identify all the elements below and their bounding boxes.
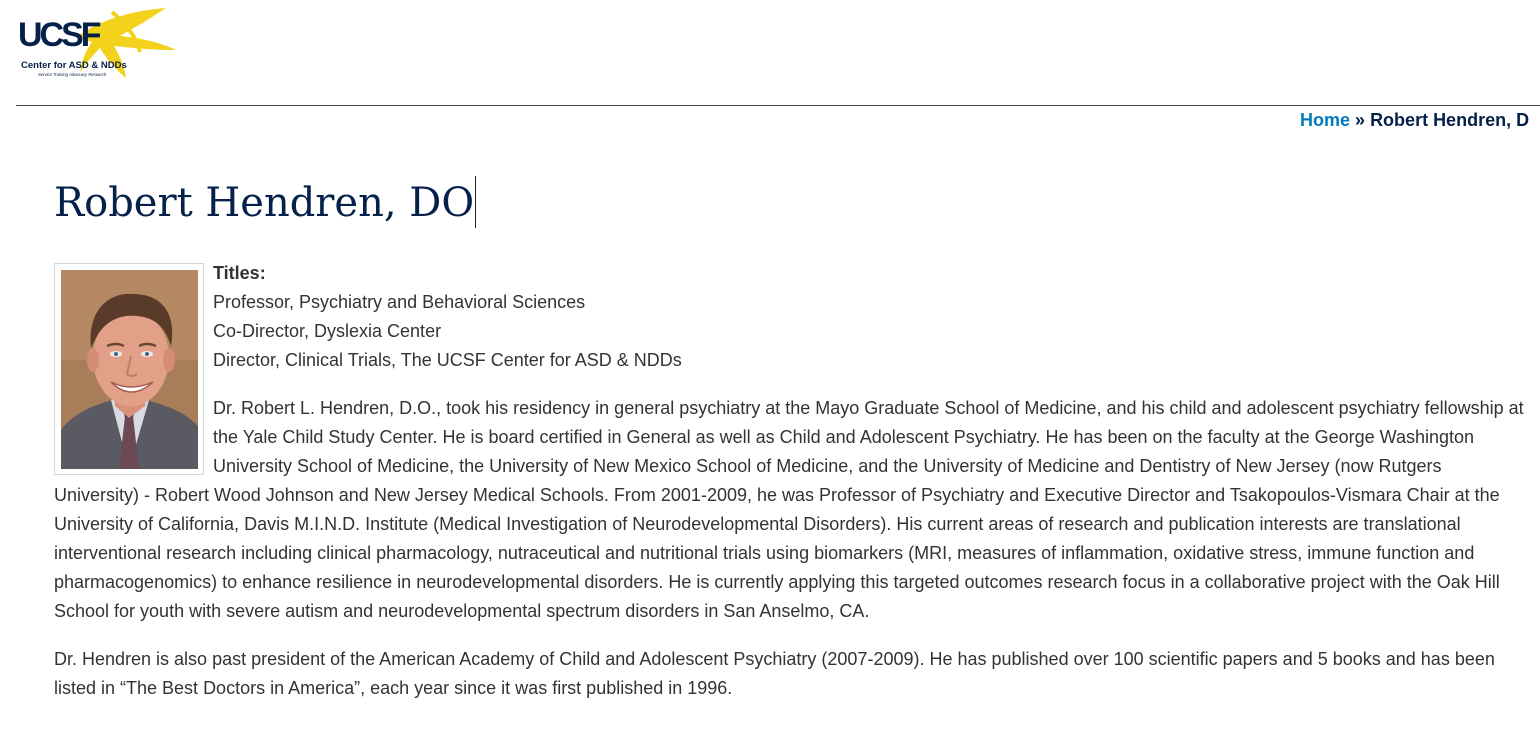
ucsf-logo-graphic [16, 6, 180, 82]
breadcrumb-current: Robert Hendren, D [1370, 110, 1530, 130]
title-item: Professor, Psychiatry and Behavioral Sciences [213, 292, 586, 312]
page-title [54, 174, 476, 232]
portrait-image [61, 270, 198, 469]
page-title-text: Robert Hendren, DO [54, 180, 475, 226]
bio-paragraph: Dr. Robert L. Hendren, D.O., took his residency in general psychiatry at the Mayo Graduate School of Medicine, and his child and adolescent psychiatry fellowship at the Yale Child Study Center. He is board certified in General as well as Child and Adolescent Psychiatry. He has been on the faculty at the George Washington University School of Medicine, the University of New Mexico School of Medicine, and the University of Medicine and Dentistry of New Jersey (now Rutgers University) - Robert Wood Johnson and New Jersey Medical Schools. From 2001-2009, he was Professor of Psychiatry and Executive Director and Tsakopoulos-Vismara Chair at the University of California, Davis M.I.N.D. Institute (Medical Investigation of Neurodevelopmental Disorders). His current areas of research and publication interests are translational interventional research including clinical pharmacology, nutraceutical and nutritional trials using biomarkers (MRI, measures of inflammation, oxidative stress, immune function and pharmacogenomics) to enhance resilience in neurodevelopmental disorders. He is currently applying this targeted outcomes research focus in a collaborative project with the Oak Hill School for youth with severe autism and neurodevelopmental spectrum disorders in San Anselmo, CA. [54, 398, 1524, 621]
bio-paragraph-2: Dr. Hendren is also past president of the American Academy of Child and Adolescent Psychiatry (2007-2009). He has published over 100 scientific papers and 5 books and has been listed in “The Best Doctors in America”, each year since it was first published in 1996. [54, 649, 1495, 698]
title-item: Director, Clinical Trials, The UCSF Center for ASD & NDDs [213, 350, 682, 370]
breadcrumb [1300, 108, 1529, 132]
text-cursor [475, 176, 476, 228]
ucsf-logo[interactable] [16, 6, 180, 82]
logo-center-name: Center for ASD & NDDs [21, 60, 127, 71]
profile-content [54, 259, 1524, 703]
breadcrumb-separator: » [1355, 110, 1366, 130]
title-item: Co-Director, Dyslexia Center [213, 321, 442, 341]
header-divider [16, 105, 1540, 106]
profile-photo [54, 263, 204, 475]
logo-wordmark: UCSF [18, 16, 99, 54]
titles-label: Titles: [213, 263, 266, 283]
logo-tagline: Service Training Advocacy Research [38, 72, 107, 77]
breadcrumb-home-link[interactable]: Home [1300, 110, 1351, 130]
